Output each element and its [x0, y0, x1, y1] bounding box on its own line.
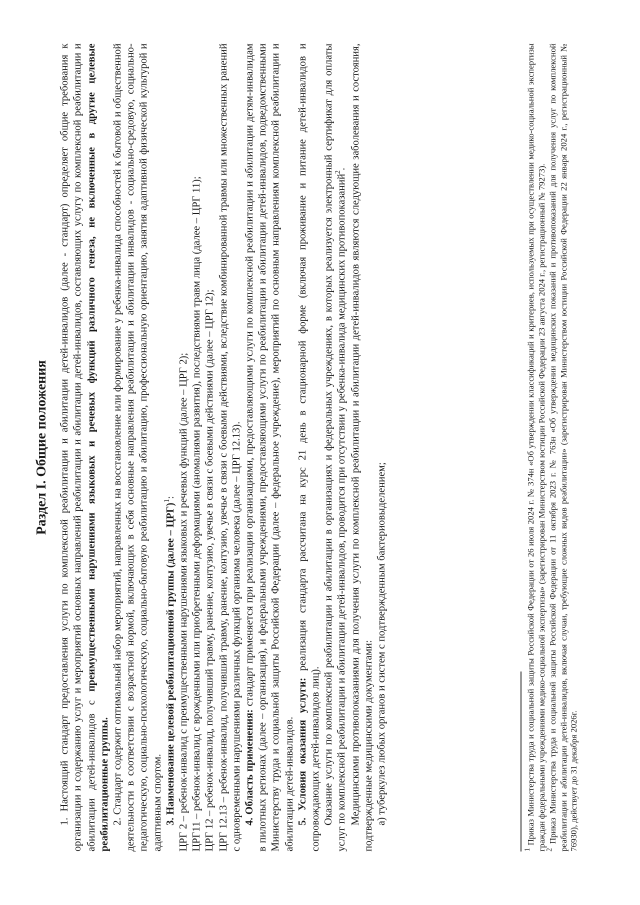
crg-item: ЦРГ11 – ребенок-инвалид с врожденными или приобретенными деформациями (аномалиями развития), последствиями травм лица (далее – ЦРГ 11);	[191, 175, 203, 851]
footnote-2-mark: 2	[545, 847, 554, 851]
footnote-1-text: Приказ Министерства труда и социальной защиты Российской Федерации от 26 июля 2024 г. № 374н «Об утверждении классификаций и критериев, используемых при осуществлении медико-социальной экспертизы граждан федеральными учреждениями медико-социальной экспертизы» (зарегистрирован Министерством юстиции Российской Федерации 23 августа 2024 г., регистрационный № 79273).	[525, 43, 546, 851]
paragraph-4-label: 4. Область применения:	[244, 708, 256, 825]
paragraph-3	[164, 43, 177, 851]
paragraph-1-text: 1. Настоящий стандарт предоставления услуги по комплексной реабилитации и абилитации детей-инвалидов (далее - стандарт) определяет общие требования к организации и содержанию услуг и мероприятий основных направлений реабилитации и абилитации детей-инвалидов, составляющих услугу по комплексной реабилитации и абилитации детей-инвалидов с	[59, 43, 97, 851]
footnote-2-text: Приказ Министерства труда и социальной защиты Российской Федерации от 11 октября 2023 г. № 763н «Об утверждении медицинских показаний и противопоказаний для получения услуг по комплексной реабилитации и абилитации детей-инвалидов, включая случаи, требующие сложных видов реабилитации» (зарегистрирован Министерством юстиции Российской Федерации 22 января 2024 г., регистрационный № 76930), действует до 31 декабря 2026г.	[547, 43, 579, 851]
paragraph-7: Медицинскими противопоказаниями для получения услуги по комплексной реабилитации и абилитации детей-инвалидов являются следующие заболевания и состояния, подтвержденные медицинскими документами:	[349, 43, 374, 851]
crg-item: ЦРГ 12.13 – ребенок-инвалид, получивший травму, ранение, контузию, увечье в связи с боевыми действиями, вследствие комбинированной травмы или множественных ранений с одновременными нарушениями различных функций организма человека (далее – ЦРГ 12.13).	[217, 43, 242, 851]
paragraph-3-tail: :	[164, 495, 176, 499]
footnotes	[520, 43, 580, 851]
paragraph-6-text: Оказание услуги по комплексной реабилитации и абилитации в организациях и федеральных учреждениях, в которых реализуется электронный сертификат для оплаты услуг по комплексной реабилитации и абилитации детей-инвалидов, проводится при отсутствии у ребенка-инвалида медицинских противопоказаний	[323, 43, 348, 851]
main-text	[35, 43, 388, 851]
paragraph-3-label: 3. Наименование целевой реабилитационной группы	[164, 569, 176, 825]
paragraph-4	[243, 43, 296, 851]
paragraph-6-tail: .	[336, 167, 348, 170]
footnote-ref-2[interactable]: 2	[333, 169, 342, 174]
footnote-1-mark: 1	[523, 847, 532, 851]
footnote-1	[525, 43, 546, 851]
paragraph-2: 2. Стандарт содержит оптимальный набор мероприятий, направленных на восстановление или формирование у ребенка-инвалида способностей к бытовой и общественной деятельности в соответствии с возрастной нормой, включающих в себя основные направления реабилитации и абилитации инвалидов - социально-средовую, социально-педагогическую, социально-психологическую, социально-бытовую реабилитацию и абилитацию, профессиональную ориентацию, занятия адаптивной физической культурой и адаптивным спортом.	[112, 43, 163, 851]
section-title: Раздел I. Общие положения	[34, 359, 49, 535]
paragraph-3-rest: (далее – ЦРГ)	[164, 502, 176, 570]
paragraph-1-bold: преимущественными нарушениями языковых и речевых функций различного генеза, не включенные в другие целевые реабилитационные группы.	[85, 43, 110, 851]
paragraph-5-text: реализация стандарта рассчитана на курс 21 день в стационарной форме (включая проживание и питание детей-инвалидов и сопровождающих детей-инвалидов лиц).	[296, 43, 322, 851]
footnote-ref-1[interactable]: 1	[162, 498, 171, 503]
paragraph-5-label: 5. Условия оказания услуги:	[296, 677, 308, 825]
crg-item: ЦРГ 12 – ребенок-инвалид, получивший травму, ранение, контузию, увечье в связи с боевыми действиями (далее – ЦРГ 12);	[204, 288, 216, 851]
paragraph-6	[322, 43, 348, 851]
footnote-divider	[520, 671, 521, 851]
paragraph-1	[58, 43, 111, 851]
paragraph-8: а) туберкулез любых органов и систем с подтвержденным бактериовыделением;	[376, 461, 388, 825]
paragraph-4-text: стандарт применяется при реализации организациями, предоставляющими услуги по комплексной реабилитации и абилитации детям-инвалидам в пилотных регионах (далее – организация), и федеральными учреждениями, предоставляющими услуги по реабилитации и абилитации детей-инвалидов, подведомственными Министерству труда и социальной защиты Российской Федерации (далее – федеральное учреждение), мероприятий по основным направлениям комплексной реабилитации и абилитации детей-инвалидов.	[244, 43, 295, 851]
paragraph-5	[296, 43, 322, 851]
crg-item: ЦРГ 2 – ребенок-инвалид с преимущественными нарушениями языковых и речевых функций (далее – ЦРГ 2);	[178, 352, 190, 851]
footnote-2	[547, 43, 579, 851]
